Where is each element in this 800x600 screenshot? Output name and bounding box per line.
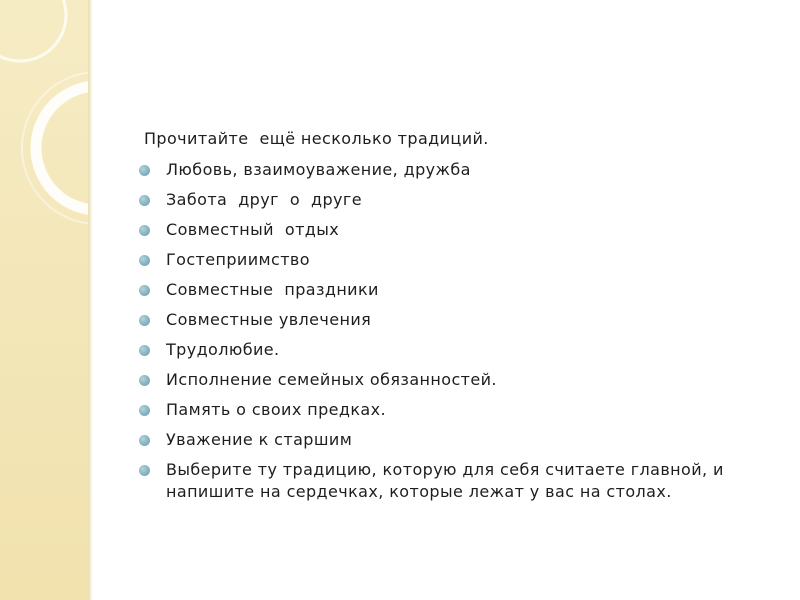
list-item [136, 369, 776, 391]
bullet-icon [139, 255, 150, 266]
decorative-side-panel [0, 0, 88, 600]
intro-text: Прочитайте ещё несколько традиций. [144, 129, 489, 148]
bullet-icon [139, 165, 150, 176]
bullet-icon [139, 435, 150, 446]
bullet-icon [139, 195, 150, 206]
side-panel-edge [88, 0, 93, 600]
list-item [136, 219, 776, 241]
list-item [136, 399, 776, 421]
bullet-icon [139, 375, 150, 386]
bullet-icon [139, 465, 150, 476]
list-item-text: Гостеприимство [166, 250, 310, 269]
list-item [136, 309, 776, 331]
list-item [136, 249, 776, 271]
list-item-text: Трудолюбие. [166, 340, 280, 359]
bullet-icon [139, 225, 150, 236]
slide-content [136, 128, 776, 511]
list-item [136, 279, 776, 301]
list-item [136, 159, 776, 181]
traditions-list [136, 159, 776, 503]
bullet-icon [139, 315, 150, 326]
list-item-text: Уважение к старшим [166, 430, 353, 449]
list-item [136, 189, 776, 211]
list-item-text: Совместные увлечения [166, 310, 372, 329]
list-item-text: Совместные праздники [166, 280, 379, 299]
list-item [136, 459, 766, 503]
bullet-icon [139, 285, 150, 296]
list-item-text: Выберите ту традицию, которую для себя считаете главной, и напишите на сердечках, которые лежат у вас на столах. [166, 460, 730, 501]
list-item-text: Память о своих предках. [166, 400, 386, 419]
bullet-icon [139, 405, 150, 416]
list-item [136, 339, 776, 361]
list-item-text: Исполнение семейных обязанностей. [166, 370, 497, 389]
list-item-text: Совместный отдых [166, 220, 340, 239]
list-item-text: Любовь, взаимоуважение, дружба [166, 160, 471, 179]
list-item-text: Забота друг о друге [166, 190, 362, 209]
bullet-icon [139, 345, 150, 356]
list-item [136, 429, 776, 451]
decorative-rings [0, 0, 88, 600]
